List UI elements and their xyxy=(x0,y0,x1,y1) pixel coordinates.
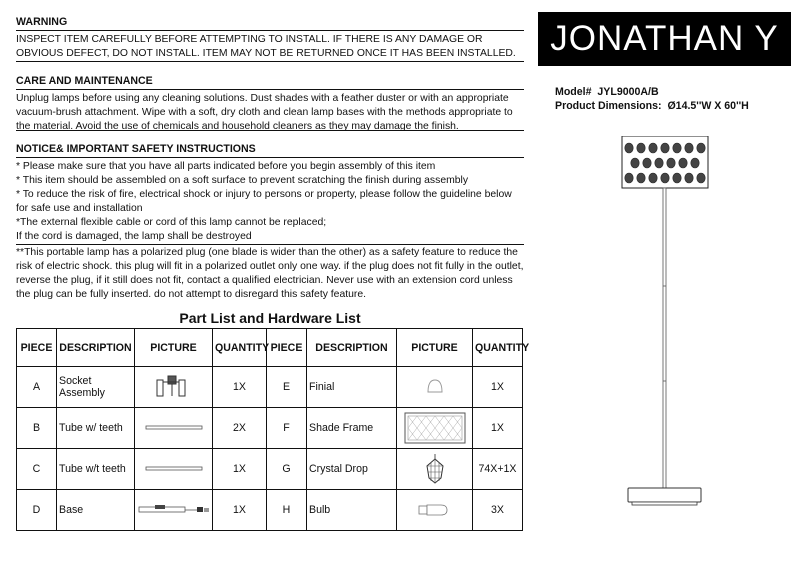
crystal-drop-mark xyxy=(673,173,681,183)
model-value: JYL9000A/B xyxy=(597,86,659,98)
picture-cell xyxy=(135,367,213,408)
floor-lamp-illustration xyxy=(610,136,720,516)
brand-logo xyxy=(538,12,791,66)
piece-cell: C xyxy=(17,449,57,490)
quantity-cell: 74X+1X xyxy=(473,449,523,490)
description-cell: Finial xyxy=(307,367,397,408)
base-icon xyxy=(137,502,213,518)
care-body: Unplug lamps before using any cleaning solutions. Dust shades with a feather duster or with an appropriate vacuum-brush attachment. Wipe with a soft, dry cloth and clean lamp bases with the methods appropriate to the material. Avoid the use of chemicals and household cleaners as they may damage the finish. xyxy=(16,93,513,132)
crystal-drop-mark xyxy=(667,158,675,168)
crystal-drop-mark xyxy=(625,173,633,183)
notice-section xyxy=(16,143,524,244)
notice-line: *The external flexible cable or cord of this lamp cannot be replaced; xyxy=(16,217,327,228)
plug-note: **This portable lamp has a polarized plug (one blade is wider than the other) as a safety feature to reduce the risk of electric shock. this plug will fit in a polarized outlet only one way. if the plug does not fit fully in the outlet, reverse the plug, if it still does not fit, contact a qualified electrician. Never use with an extension cord unless the plug can be fully inserted. do not attempt to disregard this safety feature. xyxy=(16,247,524,300)
quantity-cell: 2X xyxy=(213,408,267,449)
notice-line: If the cord is damaged, the lamp shall be destroyed xyxy=(16,231,252,242)
picture-cell xyxy=(135,490,213,531)
dimensions-label: Product Dimensions: xyxy=(555,100,662,112)
picture-cell xyxy=(135,408,213,449)
crystal-drop-mark xyxy=(697,143,705,153)
piece-cell: B xyxy=(17,408,57,449)
product-info xyxy=(555,85,749,113)
crystal-drop-mark xyxy=(697,173,705,183)
crystal-drop-mark xyxy=(631,158,639,168)
table-header-row xyxy=(17,329,523,367)
crystal-drop-mark xyxy=(649,173,657,183)
crystal-drop-mark xyxy=(643,158,651,168)
crystal-drop-mark xyxy=(637,173,645,183)
column-header: QUANTITY xyxy=(213,329,267,367)
quantity-cell: 1X xyxy=(473,367,523,408)
piece-cell: H xyxy=(267,490,307,531)
piece-cell: G xyxy=(267,449,307,490)
crystal-drop-mark xyxy=(655,158,663,168)
piece-cell: A xyxy=(17,367,57,408)
parts-title: Part List and Hardware List xyxy=(179,310,361,326)
crystal-drop-mark xyxy=(661,173,669,183)
notice-line: * To reduce the risk of fire, electrical shock or injury to persons or property, please follow the guideline below for safe use and installation xyxy=(16,189,512,214)
notice-title: NOTICE& IMPORTANT SAFETY INSTRUCTIONS xyxy=(16,143,524,158)
crystal-drop-mark xyxy=(685,143,693,153)
description-cell: Socket Assembly xyxy=(57,367,135,408)
warning-section xyxy=(16,16,524,61)
column-header: PIECE xyxy=(267,329,307,367)
column-header: DESCRIPTION xyxy=(307,329,397,367)
table-row xyxy=(17,367,523,408)
piece-cell: F xyxy=(267,408,307,449)
column-header: PICTURE xyxy=(135,329,213,367)
plug-note-section xyxy=(16,246,524,302)
quantity-cell: 1X xyxy=(213,449,267,490)
picture-cell xyxy=(397,408,473,449)
description-cell: Bulb xyxy=(307,490,397,531)
column-header: PICTURE xyxy=(397,329,473,367)
crystal-drop-mark xyxy=(679,158,687,168)
dimensions-value: Ø14.5''W X 60''H xyxy=(667,100,749,112)
piece-cell: E xyxy=(267,367,307,408)
picture-cell xyxy=(397,367,473,408)
crystal-drop-mark xyxy=(673,143,681,153)
crystal-drop-mark xyxy=(649,143,657,153)
tube-icon xyxy=(144,422,204,434)
care-section xyxy=(16,75,524,134)
warning-title: WARNING xyxy=(16,16,524,31)
quantity-cell: 1X xyxy=(473,408,523,449)
parts-table xyxy=(16,328,530,531)
crystal-drop-mark xyxy=(685,173,693,183)
crystal-drop-mark xyxy=(625,143,633,153)
picture-cell xyxy=(397,490,473,531)
brand-name: JONATHAN Y xyxy=(550,19,779,58)
crystal-drop-mark xyxy=(637,143,645,153)
column-header: DESCRIPTION xyxy=(57,329,135,367)
piece-cell: D xyxy=(17,490,57,531)
socket-assembly-icon xyxy=(147,372,201,402)
column-header: PIECE xyxy=(17,329,57,367)
divider xyxy=(16,61,524,62)
description-cell: Crystal Drop xyxy=(307,449,397,490)
table-row xyxy=(17,408,523,449)
shade-frame-icon xyxy=(403,411,467,445)
picture-cell xyxy=(397,449,473,490)
description-cell: Tube w/t teeth xyxy=(57,449,135,490)
table-row xyxy=(17,490,523,531)
notice-line: * This item should be assembled on a soft surface to prevent scratching the finish during assembly xyxy=(16,175,469,186)
picture-cell xyxy=(135,449,213,490)
warning-body: INSPECT ITEM CAREFULLY BEFORE ATTEMPTING TO INSTALL. IF THERE IS ANY DAMAGE OR OBVIOUS DEFECT, DO NOT INSTALL. ITEM MAY NOT BE RETURNED ONCE IT HAS BEEN INSTALLED. xyxy=(16,34,516,59)
bulb-icon xyxy=(413,500,457,520)
notice-line: * Please make sure that you have all parts indicated before you begin assembly of this item xyxy=(16,161,436,172)
crystal-drop-mark xyxy=(661,143,669,153)
column-header: QUANTITY xyxy=(473,329,523,367)
table-row xyxy=(17,449,523,490)
divider xyxy=(16,244,524,245)
description-cell: Tube w/ teeth xyxy=(57,408,135,449)
model-label: Model# xyxy=(555,86,592,98)
care-title: CARE AND MAINTENANCE xyxy=(16,75,524,90)
quantity-cell: 1X xyxy=(213,367,267,408)
crystal-drop-mark xyxy=(691,158,699,168)
quantity-cell: 3X xyxy=(473,490,523,531)
finial-icon xyxy=(415,372,455,402)
description-cell: Base xyxy=(57,490,135,531)
divider xyxy=(16,130,524,131)
crystal-drop-icon xyxy=(420,453,450,485)
tube-icon xyxy=(144,463,204,475)
quantity-cell: 1X xyxy=(213,490,267,531)
description-cell: Shade Frame xyxy=(307,408,397,449)
